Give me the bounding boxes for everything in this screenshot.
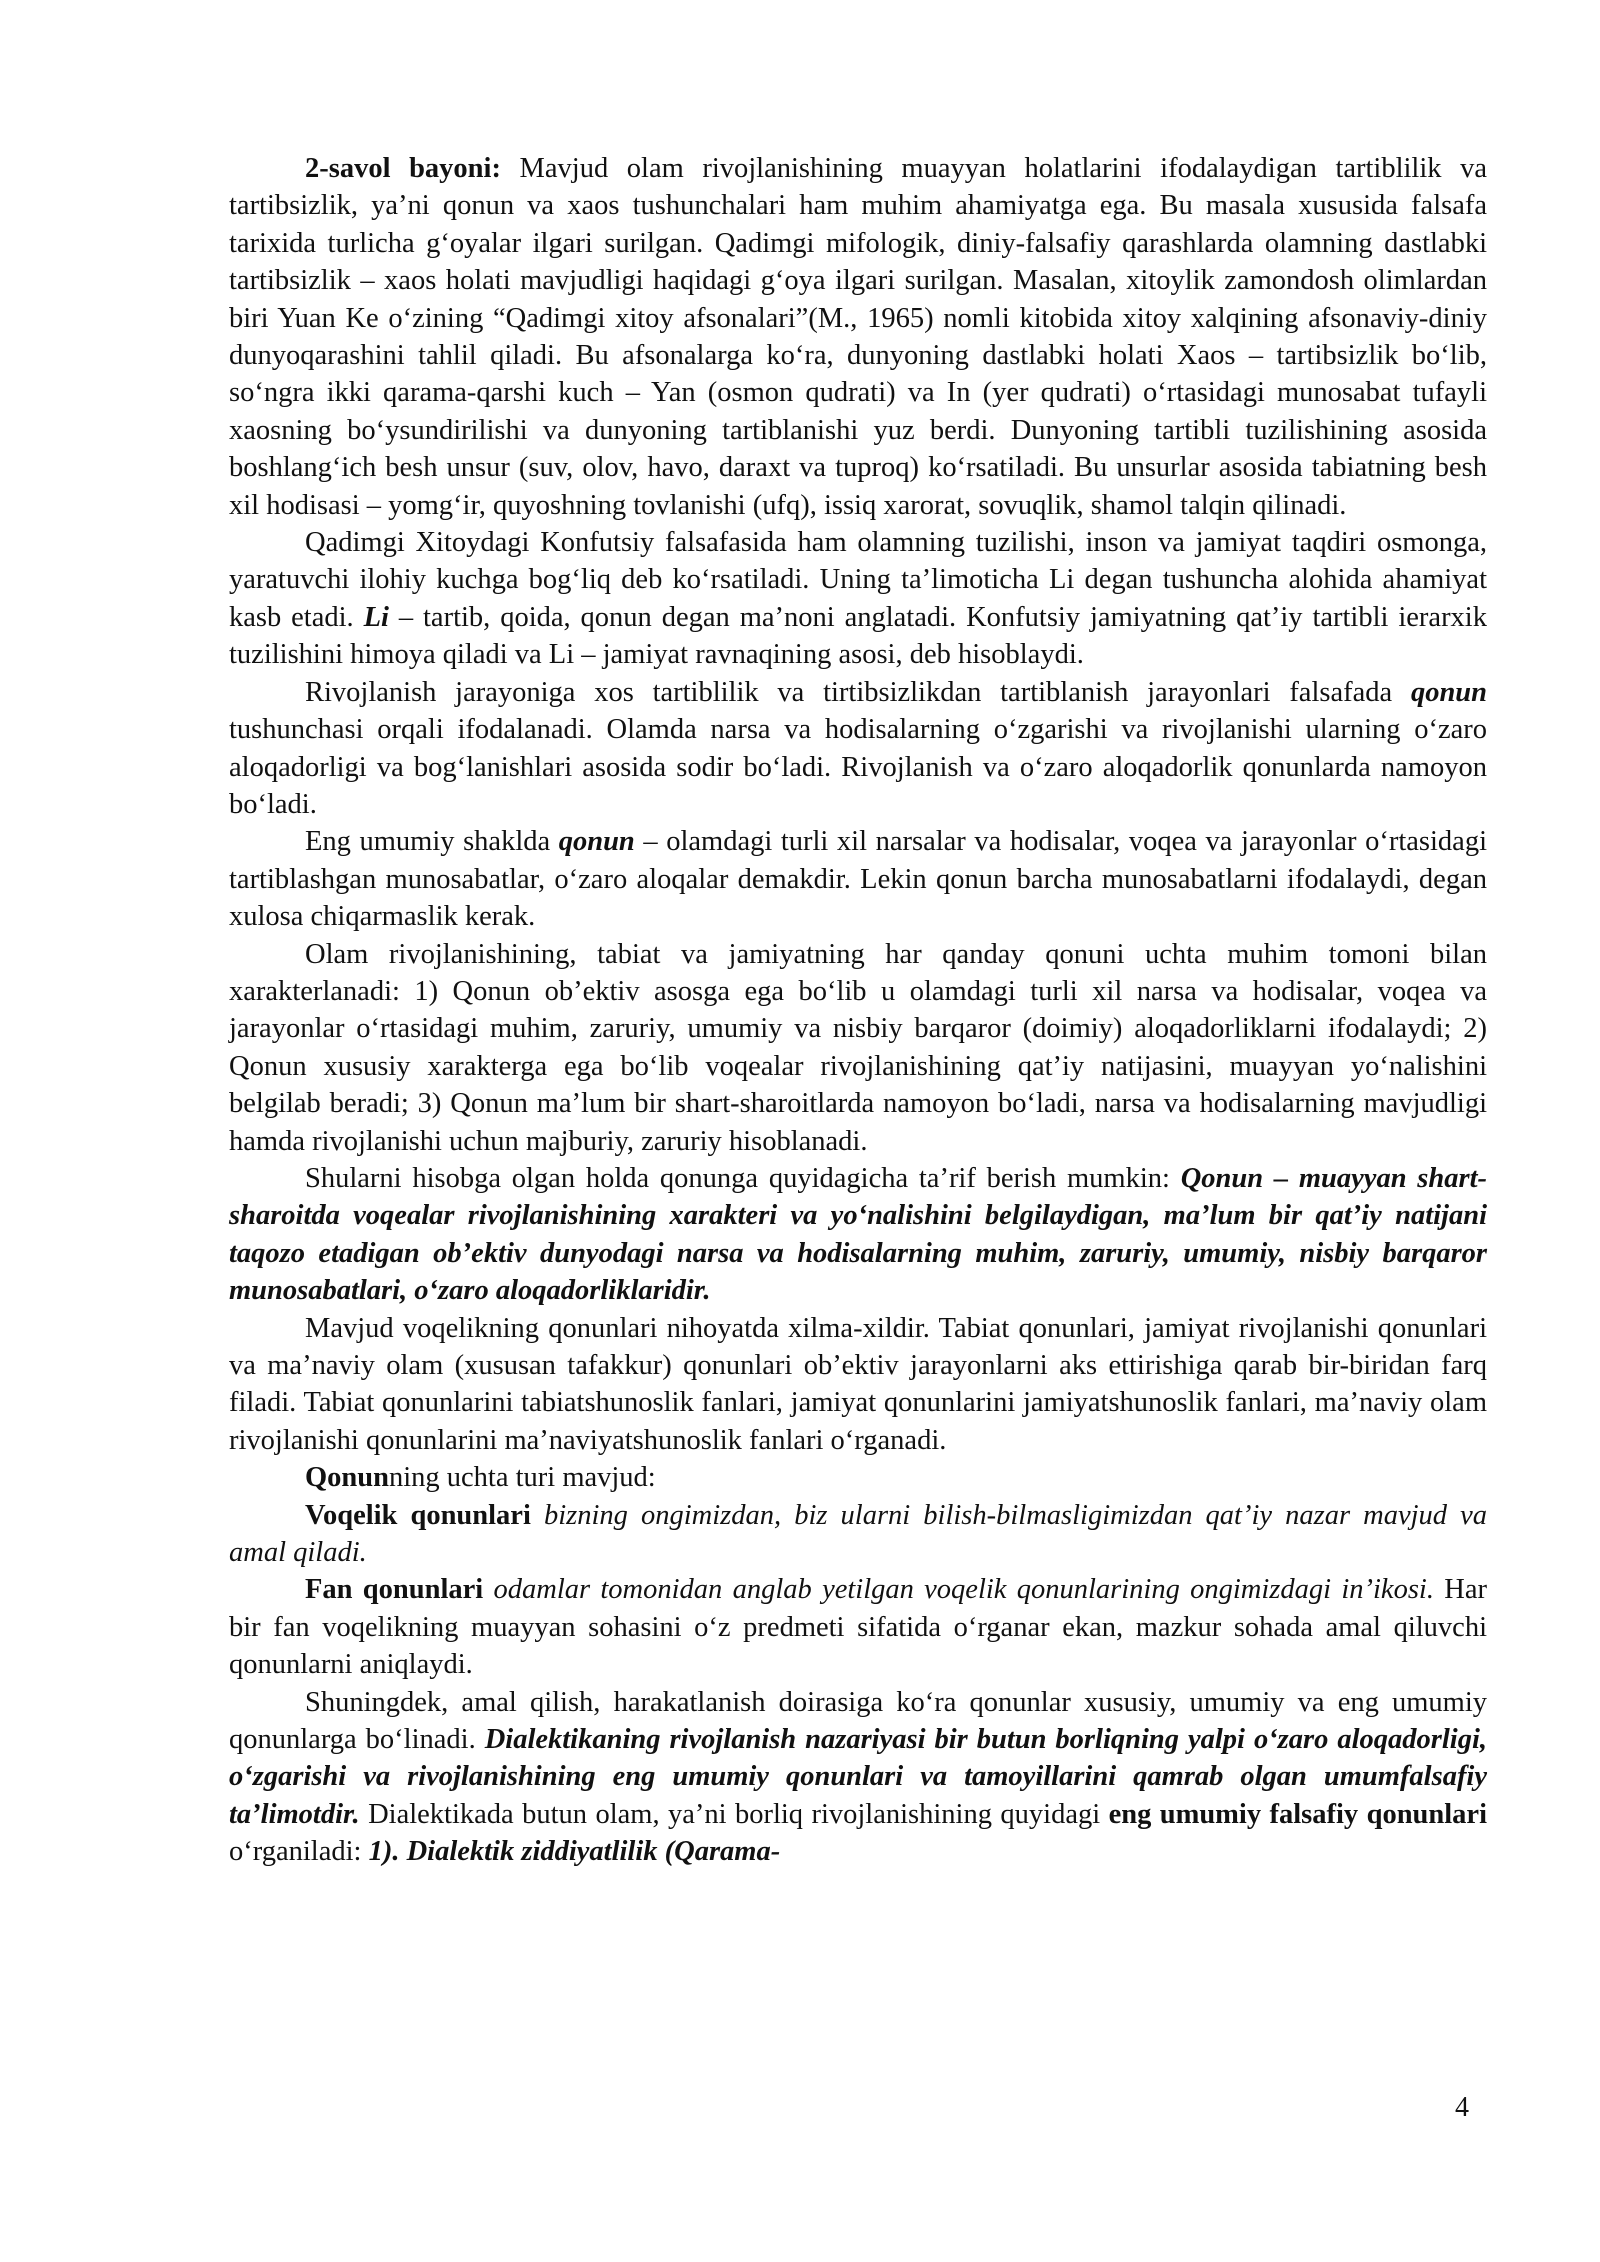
text-run: Shuningdek, amal qilish, harakatlanish doirasiga ko‘ra qonunlar xususiy, umumiy va eng umumiy qonunlarga bo‘linadi.	[229, 1686, 1487, 1756]
text-run: o‘rganiladi:	[229, 1836, 369, 1868]
paragraph	[229, 1497, 1487, 1572]
document-page	[229, 150, 1487, 1871]
emphasis-text: eng umumiy falsafiy qonunlari	[1108, 1798, 1487, 1830]
text-run: Eng umumiy shaklda	[305, 826, 559, 858]
text-run: Olam rivojlanishining, tabiat va jamiyatning har qanday qonuni uchta muhim tomoni bilan xarakterlanadi: 1) Qonun ob’ektiv asosga ega bo‘lib u olamdagi turli xil narsa va hodisalar, voqea va jarayonlar o‘rtasidagi muhim, zaruriy, umumiy va nisbiy barqaror (doimiy) aloqadorliklarni ifodalaydi; 2) Qonun xususiy xarakterga ega bo‘lib voqealar rivojlanishining qat’iy natijasini, muayyan yo‘nalishini belgilab beradi; 3) Qonun ma’lum bir shart-sharoitlarda namoyon bo‘ladi, narsa va hodisalarning mavjudligi hamda rivojlanishi uchun majburiy, zaruriy hisoblanadi.	[229, 938, 1487, 1157]
paragraph	[229, 1310, 1487, 1460]
document-body	[229, 150, 1487, 1871]
paragraph	[229, 674, 1487, 824]
emphasis-text: 2-savol bayoni:	[305, 153, 501, 184]
text-run: tushunchasi orqali ifodalanadi. Olamda narsa va hodisalarning o‘zgarishi va rivojlanishi ularning o‘zaro aloqadorligi va bog‘lanishlari asosida sodir bo‘ladi. Rivojlanish va o‘zaro aloqadorlik qonunlarda namoyon bo‘ladi.	[229, 714, 1487, 820]
page-number: 4	[1455, 2092, 1469, 2123]
paragraph	[229, 823, 1487, 935]
paragraph	[229, 1571, 1487, 1683]
text-run	[483, 1574, 493, 1605]
text-run	[531, 1500, 544, 1531]
text-run: Mavjud voqelikning qonunlari nihoyatda xilma-xildir. Tabiat qonunlari, jamiyat rivojlanishi qonunlari va ma’naviy olam (xususan tafakkur) qonunlari ob’ektiv jarayonlarni aks ettirishiga qarab bir-biridan farq filadi. Tabiat qonunlarini tabiatshunoslik fanlari, jamiyat qonunlarini jamiyatshunoslik fanlari, ma’naviy olam rivojlanishi qonunlarini ma’naviyatshunoslik fanlari o‘rganadi.	[229, 1312, 1487, 1456]
paragraph	[229, 524, 1487, 674]
text-run: Har bir fan voqelikning muayyan sohasini o‘z predmeti sifatida o‘rganar ekan, mazkur sohada amal qiluvchi qonunlarni aniqlaydi.	[229, 1574, 1487, 1681]
emphasis-text: Fan qonunlari	[305, 1574, 484, 1606]
emphasis-text: Qonun – muayyan shart-sharoitda voqealar rivojlanishining xarakteri va yo‘nalishini belgilaydigan, ma’lum bir qat’iy natijani taqozo etadigan ob’ektiv dunyodagi narsa va hodisalarning muhim, zaruriy, umumiy, nisbiy barqaror munosabatlari, o‘zaro aloqadorliklaridir.	[229, 1162, 1488, 1307]
text-run: Rivojlanish jarayoniga xos tartiblilik va tirtibsizlikdan tartiblanish jarayonlari falsafada	[305, 676, 1411, 708]
text-run: – tartib, qoida, qonun degan ma’noni anglatadi. Konfutsiy jamiyatning qat’iy tartibli ierarxik tuzilishini himoya qiladi va Li – jamiyat ravnaqining asosi, deb hisoblaydi.	[229, 601, 1487, 671]
text-run: Mavjud olam rivojlanishining muayyan holatlarini ifodalaydigan tartiblilik va tartibsizlik, ya’ni qonun va xaos tushunchalari ham muhim ahamiyatga ega. Bu masala xususida falsafa tarixida turlicha g‘oyalar ilgari surilgan. Qadimgi mifologik, diniy-falsafiy qarashlarda olamning dastlabki tartibsizlik – xaos holati mavjudligi haqidagi g‘oya ilgari surilgan. Masalan, xitoylik zamondosh olimlardan biri Yuan Ke o‘zining “Qadimgi xitoy afsonalari”(M., 1965) nomli kitobida xitoy xalqining afsonaviy-diniy dunyoqarashini tahlil qiladi. Bu afsonalarga ko‘ra, dunyoning dastlabki holati Xaos – tartibsizlik bo‘lib, so‘ngra ikki qarama-qarshi kuch – Yan (osmon qudrati) va In (yer qudrati) o‘rtasidagi munosabat tufayli xaosning bo‘ysundirilishi va dunyoning tartiblanishi yuz berdi. Dunyoning tartibli tuzilishining asosida boshlang‘ich besh unsur (suv, olov, havo, daraxt va tuproq) ko‘rsatiladi. Bu unsurlar asosida tabiatning besh xil hodisasi – yomg‘ir, quyoshning tovlanishi (ufq), issiq xarorat, sovuqlik, shamol talqin qilinadi.	[229, 153, 1487, 521]
text-run: – olamdagi turli xil narsalar va hodisalar, voqea va jarayonlar o‘rtasidagi tartiblashgan munosabatlar, o‘zaro aloqalar demakdir. Lekin qonun barcha munosabatlarni ifodalaydi, degan xulosa chiqarmaslik kerak.	[229, 826, 1487, 933]
text-run: Dialektikada butun olam, ya’ni borliq rivojlanishining quyidagi	[359, 1798, 1109, 1830]
paragraph	[229, 1459, 1487, 1496]
text-run: Qadimgi Xitoydagi Konfutsiy falsafasida ham olamning tuzilishi, inson va jamiyat taqdiri osmonga, yaratuvchi ilohiy kuchga bog‘liq deb ko‘rsatiladi. Uning ta’limoticha Li degan tushuncha alohida ahamiyat kasb etadi.	[229, 527, 1487, 633]
paragraph	[229, 1684, 1487, 1871]
emphasis-text: odamlar tomonidan anglab yetilgan voqelik qonunlarining ongimizdagi in’ikosi.	[493, 1574, 1434, 1606]
emphasis-text: Li	[363, 601, 389, 633]
emphasis-text: qonun	[1410, 676, 1487, 708]
text-run: ning uchta turi mavjud:	[388, 1462, 656, 1494]
emphasis-text: bizning ongimizdan, biz ularni bilish-bilmasligimizdan qat’iy nazar mavjud va amal qiladi.	[229, 1499, 1488, 1569]
emphasis-text: Voqelik qonunlari	[305, 1499, 531, 1531]
emphasis-text: qonun	[558, 826, 635, 858]
emphasis-text: Dialektikaning rivojlanish nazariyasi bir butun borliqning yalpi o‘zaro aloqadorligi, o‘zgarishi va rivojlanishining eng umumiy qonunlari va tamoyillarini qamrab olgan umumfalsafiy ta’limotdir.	[229, 1724, 1487, 1830]
emphasis-text: Qonun	[305, 1462, 389, 1494]
paragraph	[229, 1160, 1487, 1310]
paragraph	[229, 150, 1487, 524]
text-run: Shularni hisobga olgan holda qonunga quyidagicha ta’rif berish mumkin:	[305, 1162, 1181, 1194]
paragraph	[229, 936, 1487, 1160]
emphasis-text: 1). Dialektik ziddiyatlilik (Qarama-	[368, 1836, 781, 1868]
